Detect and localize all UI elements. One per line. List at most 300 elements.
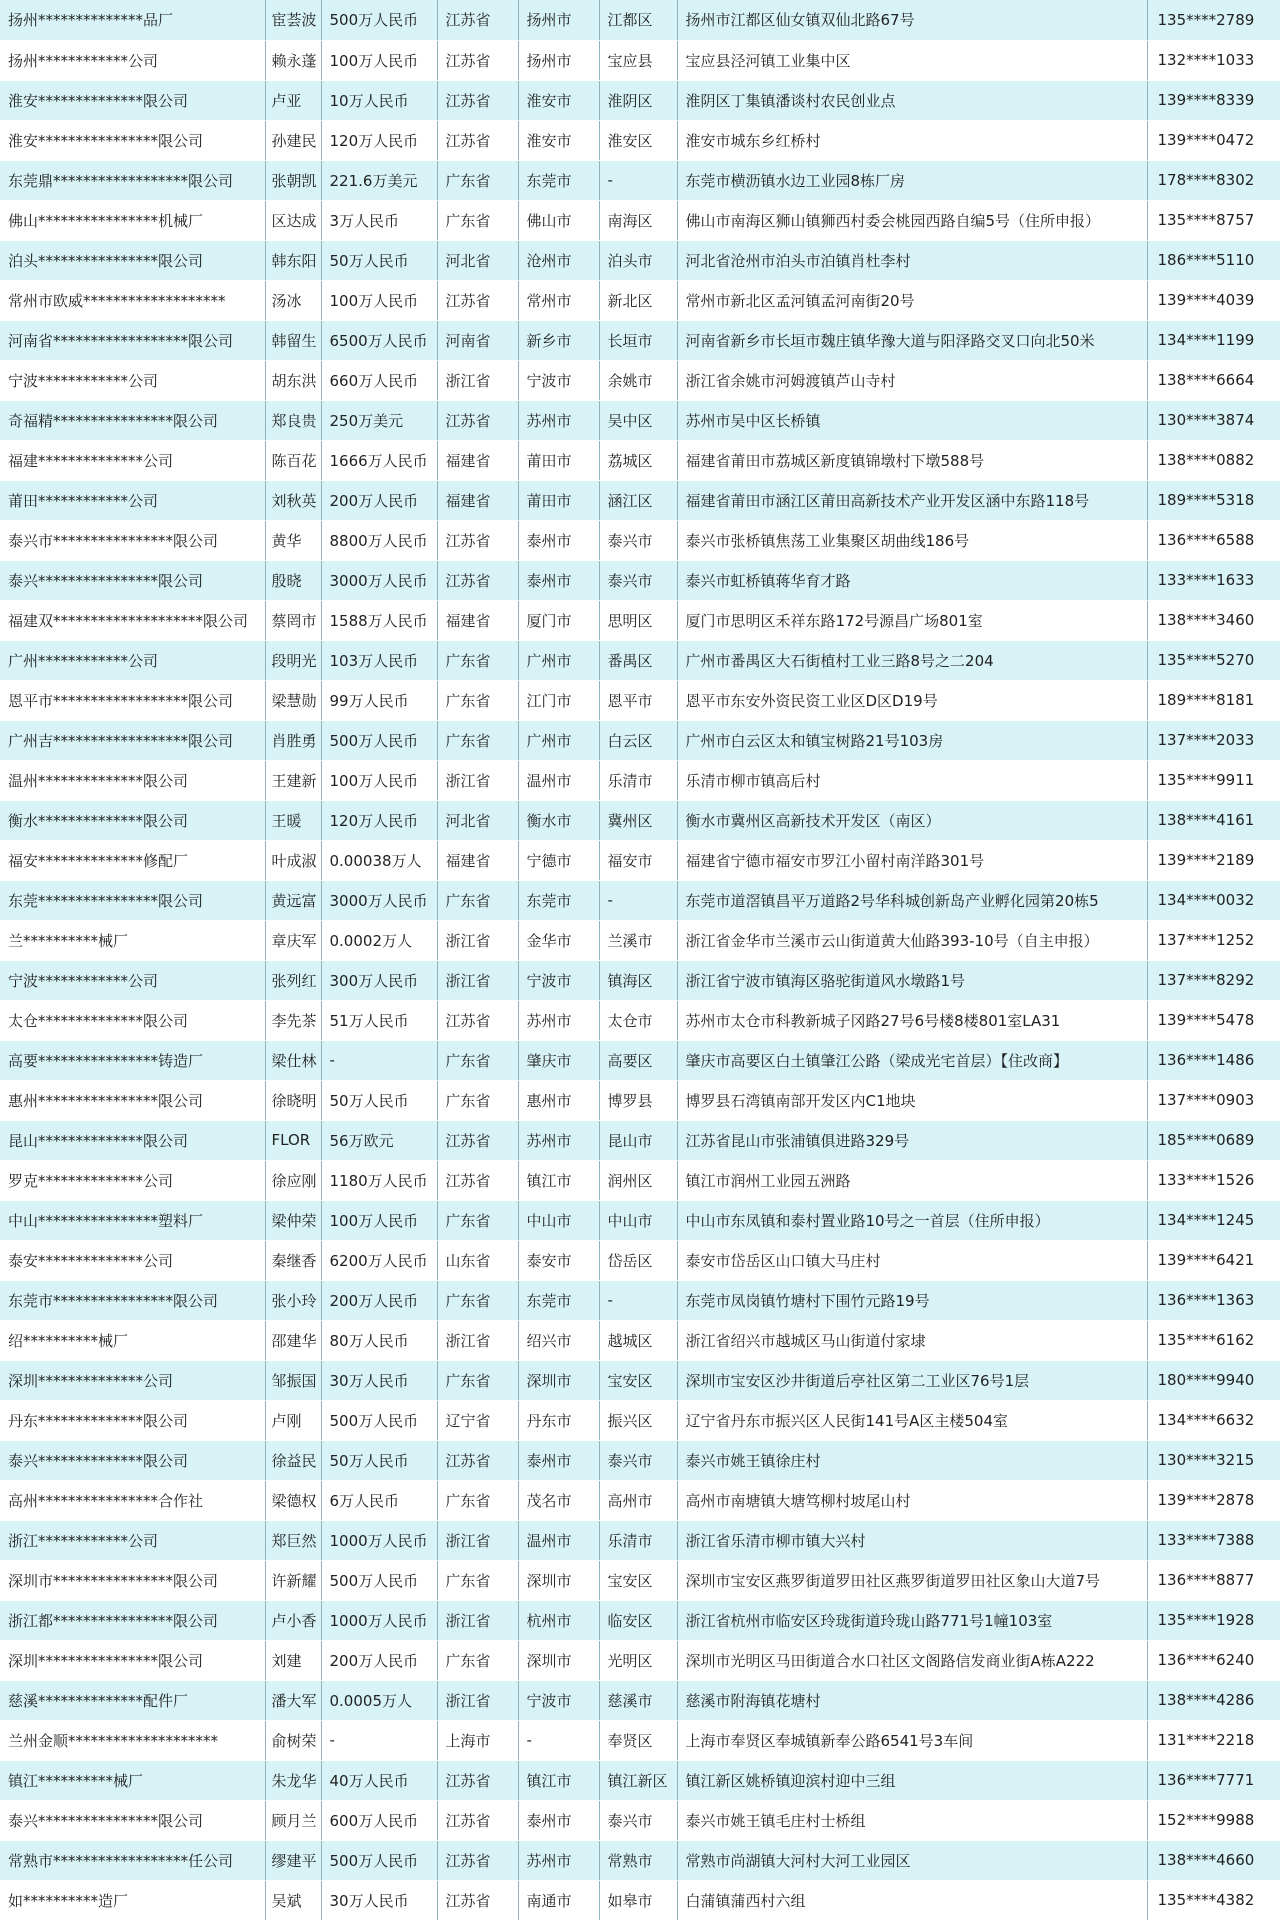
registered-capital-cell: 500万人民币 <box>321 0 437 40</box>
company-name-cell: 常州市欧威******************* <box>0 280 265 320</box>
district-cell: 高州市 <box>599 1480 677 1520</box>
address-cell: 浙江省余姚市河姆渡镇芦山寺村 <box>677 360 1147 400</box>
legal-representative-cell: 王建新 <box>265 760 321 800</box>
registered-capital-cell: 0.0002万人 <box>321 920 437 960</box>
district-cell: - <box>599 880 677 920</box>
registered-capital-cell: 6500万人民币 <box>321 320 437 360</box>
legal-representative-cell: 郑巨然 <box>265 1520 321 1560</box>
legal-representative-cell: 段明光 <box>265 640 321 680</box>
registered-capital-cell: 3000万人民币 <box>321 560 437 600</box>
legal-representative-cell: 黄远富 <box>265 880 321 920</box>
legal-representative-cell: 张朝凯 <box>265 160 321 200</box>
company-name-cell: 泰安**************公司 <box>0 1240 265 1280</box>
city-cell: 苏州市 <box>518 1120 599 1160</box>
legal-representative-cell: 邵建华 <box>265 1320 321 1360</box>
phone-cell: 135****4382 <box>1147 1880 1280 1920</box>
registered-capital-cell: 10万人民币 <box>321 80 437 120</box>
district-cell: 镇海区 <box>599 960 677 1000</box>
city-cell: 丹东市 <box>518 1400 599 1440</box>
district-cell: 奉贤区 <box>599 1720 677 1760</box>
city-cell: 常州市 <box>518 280 599 320</box>
phone-cell: 139****2189 <box>1147 840 1280 880</box>
address-cell: 福建省莆田市涵江区莆田高新技术产业开发区涵中东路118号 <box>677 480 1147 520</box>
city-cell: 深圳市 <box>518 1640 599 1680</box>
registered-capital-cell: 200万人民币 <box>321 480 437 520</box>
district-cell: 光明区 <box>599 1640 677 1680</box>
address-cell: 乐清市柳市镇高后村 <box>677 760 1147 800</box>
legal-representative-cell: 秦继香 <box>265 1240 321 1280</box>
address-cell: 河南省新乡市长垣市魏庄镇华豫大道与阳泽路交叉口向北50米 <box>677 320 1147 360</box>
city-cell: 莆田市 <box>518 440 599 480</box>
legal-representative-cell: 邹振国 <box>265 1360 321 1400</box>
city-cell: 东莞市 <box>518 160 599 200</box>
table-row <box>0 360 1280 400</box>
province-cell: 广东省 <box>437 680 518 720</box>
phone-cell: 134****0032 <box>1147 880 1280 920</box>
legal-representative-cell: 韩留生 <box>265 320 321 360</box>
phone-cell: 138****3460 <box>1147 600 1280 640</box>
phone-cell: 133****7388 <box>1147 1520 1280 1560</box>
legal-representative-cell: 顾月兰 <box>265 1800 321 1840</box>
phone-cell: 139****8339 <box>1147 80 1280 120</box>
table-row <box>0 320 1280 360</box>
registered-capital-cell: 500万人民币 <box>321 1560 437 1600</box>
district-cell: - <box>599 160 677 200</box>
company-name-cell: 扬州************公司 <box>0 40 265 80</box>
address-cell: 淮安市城东乡红桥村 <box>677 120 1147 160</box>
company-name-cell: 太仓**************限公司 <box>0 1000 265 1040</box>
company-name-cell: 福建双********************限公司 <box>0 600 265 640</box>
province-cell: 江苏省 <box>437 40 518 80</box>
city-cell: 绍兴市 <box>518 1320 599 1360</box>
address-cell: 常熟市尚湖镇大河村大河工业园区 <box>677 1840 1147 1880</box>
phone-cell: 185****0689 <box>1147 1120 1280 1160</box>
province-cell: 辽宁省 <box>437 1400 518 1440</box>
district-cell: 昆山市 <box>599 1120 677 1160</box>
table-row <box>0 640 1280 680</box>
registered-capital-cell: 40万人民币 <box>321 1760 437 1800</box>
city-cell: 宁波市 <box>518 1680 599 1720</box>
district-cell: 淮安区 <box>599 120 677 160</box>
phone-cell: 137****8292 <box>1147 960 1280 1000</box>
address-cell: 浙江省乐清市柳市镇大兴村 <box>677 1520 1147 1560</box>
company-name-cell: 高要****************铸造厂 <box>0 1040 265 1080</box>
table-row <box>0 760 1280 800</box>
company-name-cell: 罗克**************公司 <box>0 1160 265 1200</box>
company-name-cell: 扬州**************品厂 <box>0 0 265 40</box>
city-cell: 扬州市 <box>518 40 599 80</box>
table-row <box>0 1600 1280 1640</box>
address-cell: 佛山市南海区狮山镇狮西村委会桃园西路自编5号（住所申报） <box>677 200 1147 240</box>
city-cell: 东莞市 <box>518 880 599 920</box>
province-cell: 广东省 <box>437 1200 518 1240</box>
registered-capital-cell: 100万人民币 <box>321 40 437 80</box>
company-name-cell: 广州************公司 <box>0 640 265 680</box>
company-name-cell: 恩平市******************限公司 <box>0 680 265 720</box>
district-cell: 如皋市 <box>599 1880 677 1920</box>
phone-cell: 138****6664 <box>1147 360 1280 400</box>
province-cell: 广东省 <box>437 160 518 200</box>
address-cell: 深圳市宝安区沙井街道后亭社区第二工业区76号1层 <box>677 1360 1147 1400</box>
city-cell: 厦门市 <box>518 600 599 640</box>
registered-capital-cell: 50万人民币 <box>321 1080 437 1120</box>
registered-capital-cell: 103万人民币 <box>321 640 437 680</box>
province-cell: 福建省 <box>437 480 518 520</box>
company-name-cell: 泰兴市****************限公司 <box>0 520 265 560</box>
address-cell: 河北省沧州市泊头市泊镇肖杜李村 <box>677 240 1147 280</box>
legal-representative-cell: 刘秋英 <box>265 480 321 520</box>
table-row <box>0 1680 1280 1720</box>
province-cell: 福建省 <box>437 440 518 480</box>
legal-representative-cell: 胡东洪 <box>265 360 321 400</box>
company-name-cell: 河南省******************限公司 <box>0 320 265 360</box>
legal-representative-cell: 缪建平 <box>265 1840 321 1880</box>
district-cell: 番禺区 <box>599 640 677 680</box>
address-cell: 浙江省金华市兰溪市云山街道黄大仙路393-10号（自主申报） <box>677 920 1147 960</box>
legal-representative-cell: 张小玲 <box>265 1280 321 1320</box>
table-row <box>0 520 1280 560</box>
company-name-cell: 常熟市******************任公司 <box>0 1840 265 1880</box>
phone-cell: 135****5270 <box>1147 640 1280 680</box>
phone-cell: 139****0472 <box>1147 120 1280 160</box>
company-name-cell: 东莞****************限公司 <box>0 880 265 920</box>
address-cell: 恩平市东安外资民资工业区D区D19号 <box>677 680 1147 720</box>
phone-cell: 152****9988 <box>1147 1800 1280 1840</box>
district-cell: 乐清市 <box>599 1520 677 1560</box>
address-cell: 东莞市横沥镇水边工业园8栋厂房 <box>677 160 1147 200</box>
company-name-cell: 佛山****************机械厂 <box>0 200 265 240</box>
company-name-cell: 奇福精****************限公司 <box>0 400 265 440</box>
address-cell: 苏州市吴中区长桥镇 <box>677 400 1147 440</box>
registered-capital-cell: 300万人民币 <box>321 960 437 1000</box>
address-cell: 白蒲镇蒲西村六组 <box>677 1880 1147 1920</box>
district-cell: 兰溪市 <box>599 920 677 960</box>
district-cell: 临安区 <box>599 1600 677 1640</box>
address-cell: 福建省宁德市福安市罗江小留村南洋路301号 <box>677 840 1147 880</box>
registered-capital-cell: 30万人民币 <box>321 1360 437 1400</box>
table-row <box>0 480 1280 520</box>
address-cell: 慈溪市附海镇花塘村 <box>677 1680 1147 1720</box>
province-cell: 浙江省 <box>437 1520 518 1560</box>
province-cell: 浙江省 <box>437 760 518 800</box>
table-row <box>0 800 1280 840</box>
registered-capital-cell: 221.6万美元 <box>321 160 437 200</box>
company-name-cell: 浙江************公司 <box>0 1520 265 1560</box>
address-cell: 深圳市光明区马田街道合水口社区文阁路信发商业街A栋A222 <box>677 1640 1147 1680</box>
legal-representative-cell: 卢亚 <box>265 80 321 120</box>
company-name-cell: 中山****************塑料厂 <box>0 1200 265 1240</box>
district-cell: 恩平市 <box>599 680 677 720</box>
city-cell: 温州市 <box>518 760 599 800</box>
company-name-cell: 莆田************公司 <box>0 480 265 520</box>
company-name-cell: 温州**************限公司 <box>0 760 265 800</box>
province-cell: 江苏省 <box>437 1440 518 1480</box>
address-cell: 东莞市凤岗镇竹塘村下围竹元路19号 <box>677 1280 1147 1320</box>
legal-representative-cell: 章庆军 <box>265 920 321 960</box>
phone-cell: 138****4161 <box>1147 800 1280 840</box>
company-name-cell: 淮安**************限公司 <box>0 80 265 120</box>
company-name-cell: 东莞市****************限公司 <box>0 1280 265 1320</box>
legal-representative-cell: 卢刚 <box>265 1400 321 1440</box>
city-cell: 宁波市 <box>518 360 599 400</box>
address-cell: 深圳市宝安区燕罗街道罗田社区燕罗街道罗田社区象山大道7号 <box>677 1560 1147 1600</box>
address-cell: 泰兴市虹桥镇蒋华育才路 <box>677 560 1147 600</box>
phone-cell: 135****6162 <box>1147 1320 1280 1360</box>
registered-capital-cell: 0.00038万人 <box>321 840 437 880</box>
district-cell: 余姚市 <box>599 360 677 400</box>
city-cell: 温州市 <box>518 1520 599 1560</box>
province-cell: 广东省 <box>437 200 518 240</box>
phone-cell: 132****1033 <box>1147 40 1280 80</box>
phone-cell: 137****2033 <box>1147 720 1280 760</box>
address-cell: 广州市白云区太和镇宝树路21号103房 <box>677 720 1147 760</box>
company-name-cell: 泰兴****************限公司 <box>0 560 265 600</box>
district-cell: 乐清市 <box>599 760 677 800</box>
district-cell: 泰兴市 <box>599 560 677 600</box>
legal-representative-cell: 卢小香 <box>265 1600 321 1640</box>
table-row <box>0 1480 1280 1520</box>
registered-capital-cell: 0.0005万人 <box>321 1680 437 1720</box>
province-cell: 广东省 <box>437 640 518 680</box>
company-name-cell: 兰州金顺******************** <box>0 1720 265 1760</box>
province-cell: 江苏省 <box>437 560 518 600</box>
city-cell: 江门市 <box>518 680 599 720</box>
phone-cell: 135****9911 <box>1147 760 1280 800</box>
table-row <box>0 1160 1280 1200</box>
province-cell: 广东省 <box>437 1640 518 1680</box>
phone-cell: 133****1633 <box>1147 560 1280 600</box>
legal-representative-cell: 孙建民 <box>265 120 321 160</box>
province-cell: 广东省 <box>437 1040 518 1080</box>
phone-cell: 189****5318 <box>1147 480 1280 520</box>
phone-cell: 137****1252 <box>1147 920 1280 960</box>
registered-capital-cell: - <box>321 1040 437 1080</box>
table-row <box>0 1200 1280 1240</box>
phone-cell: 136****6240 <box>1147 1640 1280 1680</box>
table-row <box>0 840 1280 880</box>
address-cell: 辽宁省丹东市振兴区人民街141号A区主楼504室 <box>677 1400 1147 1440</box>
legal-representative-cell: 韩东阳 <box>265 240 321 280</box>
province-cell: 江苏省 <box>437 120 518 160</box>
legal-representative-cell: 梁德权 <box>265 1480 321 1520</box>
table-row <box>0 960 1280 1000</box>
city-cell: 苏州市 <box>518 400 599 440</box>
legal-representative-cell: 梁慧勋 <box>265 680 321 720</box>
registered-capital-cell: 50万人民币 <box>321 240 437 280</box>
city-cell: 莆田市 <box>518 480 599 520</box>
address-cell: 上海市奉贤区奉城镇新奉公路6541号3车间 <box>677 1720 1147 1760</box>
city-cell: 中山市 <box>518 1200 599 1240</box>
district-cell: 江都区 <box>599 0 677 40</box>
registered-capital-cell: 500万人民币 <box>321 1400 437 1440</box>
province-cell: 福建省 <box>437 600 518 640</box>
company-name-cell: 高州****************合作社 <box>0 1480 265 1520</box>
registered-capital-cell: 56万欧元 <box>321 1120 437 1160</box>
district-cell: 泊头市 <box>599 240 677 280</box>
table-row <box>0 1760 1280 1800</box>
table-row <box>0 1880 1280 1920</box>
district-cell: 岱岳区 <box>599 1240 677 1280</box>
phone-cell: 136****7771 <box>1147 1760 1280 1800</box>
city-cell: 宁波市 <box>518 960 599 1000</box>
company-name-cell: 绍**********械厂 <box>0 1320 265 1360</box>
province-cell: 福建省 <box>437 840 518 880</box>
city-cell: 南通市 <box>518 1880 599 1920</box>
district-cell: 宝安区 <box>599 1360 677 1400</box>
registered-capital-cell: 50万人民币 <box>321 1440 437 1480</box>
table-row <box>0 1720 1280 1760</box>
legal-representative-cell: 徐应刚 <box>265 1160 321 1200</box>
address-cell: 浙江省杭州市临安区玲珑街道玲珑山路771号1幢103室 <box>677 1600 1147 1640</box>
address-cell: 东莞市道滘镇昌平万道路2号华科城创新岛产业孵化园第20栋5 <box>677 880 1147 920</box>
city-cell: 杭州市 <box>518 1600 599 1640</box>
company-name-cell: 镇江**********械厂 <box>0 1760 265 1800</box>
city-cell: 镇江市 <box>518 1160 599 1200</box>
city-cell: 衡水市 <box>518 800 599 840</box>
address-cell: 中山市东凤镇和泰村置业路10号之一首层（住所申报） <box>677 1200 1147 1240</box>
table-row <box>0 1120 1280 1160</box>
city-cell: 淮安市 <box>518 120 599 160</box>
registered-capital-cell: 100万人民币 <box>321 280 437 320</box>
registered-capital-cell: 3000万人民币 <box>321 880 437 920</box>
company-name-cell: 淮安****************限公司 <box>0 120 265 160</box>
table-row <box>0 680 1280 720</box>
district-cell: 吴中区 <box>599 400 677 440</box>
city-cell: 泰州市 <box>518 520 599 560</box>
province-cell: 浙江省 <box>437 960 518 1000</box>
table-row <box>0 1520 1280 1560</box>
phone-cell: 130****3215 <box>1147 1440 1280 1480</box>
phone-cell: 135****1928 <box>1147 1600 1280 1640</box>
legal-representative-cell: 陈百花 <box>265 440 321 480</box>
company-name-cell: 深圳****************限公司 <box>0 1640 265 1680</box>
registered-capital-cell: 30万人民币 <box>321 1880 437 1920</box>
district-cell: 越城区 <box>599 1320 677 1360</box>
phone-cell: 134****1245 <box>1147 1200 1280 1240</box>
company-name-cell: 丹东**************限公司 <box>0 1400 265 1440</box>
company-name-cell: 深圳**************公司 <box>0 1360 265 1400</box>
legal-representative-cell: 俞树荣 <box>265 1720 321 1760</box>
table-row <box>0 80 1280 120</box>
province-cell: 河北省 <box>437 800 518 840</box>
province-cell: 江苏省 <box>437 280 518 320</box>
legal-representative-cell: 徐晓明 <box>265 1080 321 1120</box>
phone-cell: 137****0903 <box>1147 1080 1280 1120</box>
company-name-cell: 广州吉******************限公司 <box>0 720 265 760</box>
registered-capital-cell: 120万人民币 <box>321 120 437 160</box>
registered-capital-cell: 100万人民币 <box>321 760 437 800</box>
city-cell: - <box>518 1720 599 1760</box>
company-name-cell: 如**********造厂 <box>0 1880 265 1920</box>
province-cell: 山东省 <box>437 1240 518 1280</box>
province-cell: 浙江省 <box>437 360 518 400</box>
table-row <box>0 440 1280 480</box>
table-row <box>0 880 1280 920</box>
registered-capital-cell: 600万人民币 <box>321 1800 437 1840</box>
district-cell: 慈溪市 <box>599 1680 677 1720</box>
city-cell: 泰安市 <box>518 1240 599 1280</box>
registered-capital-cell: 120万人民币 <box>321 800 437 840</box>
table-row <box>0 1800 1280 1840</box>
registered-capital-cell: 1588万人民币 <box>321 600 437 640</box>
phone-cell: 138****4286 <box>1147 1680 1280 1720</box>
province-cell: 江苏省 <box>437 1880 518 1920</box>
city-cell: 新乡市 <box>518 320 599 360</box>
province-cell: 浙江省 <box>437 920 518 960</box>
district-cell: 泰兴市 <box>599 1440 677 1480</box>
legal-representative-cell: 王暖 <box>265 800 321 840</box>
phone-cell: 139****4039 <box>1147 280 1280 320</box>
city-cell: 淮安市 <box>518 80 599 120</box>
address-cell: 镇江市润州工业园五洲路 <box>677 1160 1147 1200</box>
table-row <box>0 200 1280 240</box>
province-cell: 江苏省 <box>437 1840 518 1880</box>
address-cell: 镇江新区姚桥镇迎滨村迎中三组 <box>677 1760 1147 1800</box>
registered-capital-cell: 1000万人民币 <box>321 1520 437 1560</box>
district-cell: 宝应县 <box>599 40 677 80</box>
address-cell: 江苏省昆山市张浦镇俱进路329号 <box>677 1120 1147 1160</box>
address-cell: 宝应县泾河镇工业集中区 <box>677 40 1147 80</box>
address-cell: 苏州市太仓市科教新城子冈路27号6号楼8楼801室LA31 <box>677 1000 1147 1040</box>
district-cell: 荔城区 <box>599 440 677 480</box>
province-cell: 广东省 <box>437 720 518 760</box>
registered-capital-cell: 6200万人民币 <box>321 1240 437 1280</box>
city-cell: 广州市 <box>518 640 599 680</box>
table-row <box>0 1400 1280 1440</box>
legal-representative-cell: 蔡罔市 <box>265 600 321 640</box>
company-name-cell: 衡水**************限公司 <box>0 800 265 840</box>
company-name-cell: 惠州****************限公司 <box>0 1080 265 1120</box>
company-name-cell: 泰兴****************限公司 <box>0 1800 265 1840</box>
phone-cell: 186****5110 <box>1147 240 1280 280</box>
registered-capital-cell: 1666万人民币 <box>321 440 437 480</box>
legal-representative-cell: 肖胜勇 <box>265 720 321 760</box>
legal-representative-cell: 朱龙华 <box>265 1760 321 1800</box>
phone-cell: 130****3874 <box>1147 400 1280 440</box>
table-row <box>0 920 1280 960</box>
district-cell: 新北区 <box>599 280 677 320</box>
table-row <box>0 1640 1280 1680</box>
address-cell: 肇庆市高要区白土镇肇江公路（梁成光宅首层）【住改商】 <box>677 1040 1147 1080</box>
company-name-cell: 宁波************公司 <box>0 960 265 1000</box>
legal-representative-cell: 潘大军 <box>265 1680 321 1720</box>
district-cell: 宝安区 <box>599 1560 677 1600</box>
city-cell: 宁德市 <box>518 840 599 880</box>
province-cell: 广东省 <box>437 1080 518 1120</box>
company-name-cell: 深圳市****************限公司 <box>0 1560 265 1600</box>
phone-cell: 178****8302 <box>1147 160 1280 200</box>
table-row <box>0 560 1280 600</box>
phone-cell: 133****1526 <box>1147 1160 1280 1200</box>
province-cell: 江苏省 <box>437 520 518 560</box>
phone-cell: 135****8757 <box>1147 200 1280 240</box>
address-cell: 浙江省绍兴市越城区马山街道付家埭 <box>677 1320 1147 1360</box>
province-cell: 江苏省 <box>437 0 518 40</box>
city-cell: 深圳市 <box>518 1560 599 1600</box>
registered-capital-cell: 250万美元 <box>321 400 437 440</box>
legal-representative-cell: 许新耀 <box>265 1560 321 1600</box>
legal-representative-cell: 徐益民 <box>265 1440 321 1480</box>
address-cell: 淮阴区丁集镇潘谈村农民创业点 <box>677 80 1147 120</box>
legal-representative-cell: 赖永蓬 <box>265 40 321 80</box>
registered-capital-cell: 100万人民币 <box>321 1200 437 1240</box>
legal-representative-cell: 刘建 <box>265 1640 321 1680</box>
district-cell: - <box>599 1280 677 1320</box>
table-row <box>0 1040 1280 1080</box>
address-cell: 福建省莆田市荔城区新度镇锦墩村下墩588号 <box>677 440 1147 480</box>
company-name-cell: 泊头****************限公司 <box>0 240 265 280</box>
district-cell: 镇江新区 <box>599 1760 677 1800</box>
